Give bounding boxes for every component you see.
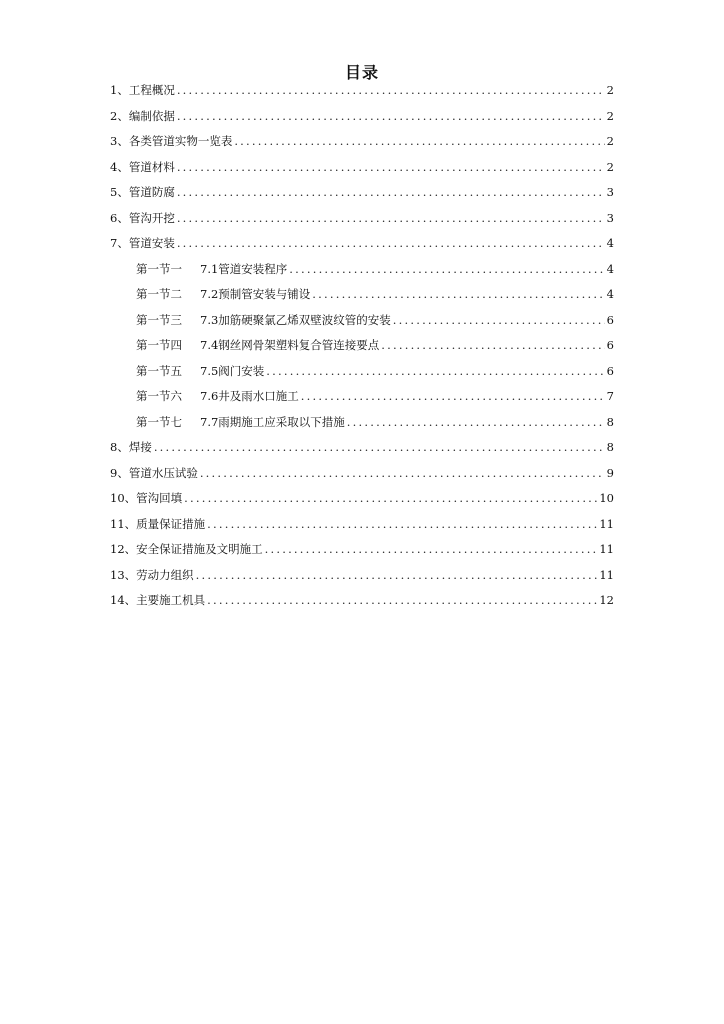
toc-dot-leader [301,384,605,410]
toc-entry-page: 11 [599,567,614,582]
toc-entry-page: 2 [606,159,614,174]
toc-entry-text: 7.2预制管安装与铺设 [200,287,311,301]
toc-subentry[interactable] [110,359,614,385]
toc-entry-text: 6、管沟开挖 [110,210,175,225]
toc-entry-page: 8 [606,440,614,454]
toc-entry[interactable] [110,435,614,461]
toc-entry-text: 7.1管道安装程序 [200,261,288,276]
toc-entry[interactable] [110,231,614,257]
toc-entry[interactable] [110,78,614,104]
toc-subentry[interactable] [110,257,614,283]
toc-entry[interactable] [110,206,614,232]
toc-dot-leader [177,206,605,232]
toc-entry-text: 10、管沟回填 [110,491,183,505]
toc-entry-page: 12 [599,593,614,607]
toc-dot-leader [154,435,605,461]
toc-entry-text: 7、管道安装 [110,236,175,250]
toc-dot-leader [289,257,604,283]
toc-entry[interactable] [110,486,614,512]
toc-subentry[interactable] [110,384,614,410]
toc-entry-page: 6 [606,312,614,327]
toc-entry-text: 7.3加筋硬聚氯乙烯双壁波纹管的安装 [200,312,391,327]
toc-dot-leader [196,563,598,589]
toc-entry-text: 3、各类管道实物一览表 [110,134,233,148]
toc-dot-leader [177,155,605,181]
toc-dot-leader [347,410,605,436]
toc-entry[interactable] [110,461,614,487]
toc-entry-page: 11 [599,542,614,556]
toc-section-label: 第一节二 [136,287,182,301]
toc-entry-page: 6 [606,338,614,352]
toc-dot-leader [266,359,604,385]
toc-entry-page: 2 [606,83,614,97]
toc-entry-page: 8 [606,414,614,429]
toc-entry[interactable] [110,155,614,181]
toc-entry-page: 2 [606,108,614,123]
toc-dot-leader [265,537,598,563]
toc-entry-page: 11 [599,516,614,531]
toc-section-label: 第一节三 [136,312,182,327]
toc-entry-page: 9 [606,465,614,480]
toc-entry[interactable] [110,588,614,614]
toc-entry[interactable] [110,104,614,130]
toc-title: 目录 [344,63,379,82]
toc-entry-text: 11、质量保证措施 [110,516,206,531]
toc-dot-leader [184,486,597,512]
toc-subentry[interactable] [110,308,614,334]
toc-dot-leader [177,231,605,257]
toc-entry[interactable] [110,129,614,155]
toc-section-label: 第一节一 [136,261,182,276]
table-of-contents [110,78,614,614]
toc-dot-leader [177,104,605,130]
toc-entry[interactable] [110,180,614,206]
toc-entry-text: 7.5阀门安装 [200,363,265,378]
toc-subentry[interactable] [110,333,614,359]
toc-section-label: 第一节六 [136,389,182,403]
toc-entry-page: 4 [606,236,614,250]
toc-entry[interactable] [110,537,614,563]
toc-entry[interactable] [110,563,614,589]
toc-entry-page: 6 [606,363,614,378]
toc-entry-text: 8、焊接 [110,440,152,454]
toc-entry-text: 1、工程概况 [110,83,175,97]
toc-entry-text: 9、管道水压试验 [110,465,198,480]
toc-dot-leader [381,333,604,359]
toc-dot-leader [200,461,605,487]
toc-entry-text: 7.6井及雨水口施工 [200,389,299,403]
toc-entry-text: 7.4钢丝网骨架塑料复合管连接要点 [200,338,380,352]
toc-entry-page: 2 [606,134,614,148]
toc-entry-page: 10 [599,491,614,505]
toc-subentry[interactable] [110,282,614,308]
toc-section-label: 第一节五 [136,363,182,378]
toc-dot-leader [312,282,604,308]
toc-entry-text: 13、劳动力组织 [110,567,194,582]
toc-entry-text: 2、编制依据 [110,108,175,123]
toc-entry[interactable] [110,512,614,538]
toc-entry-page: 3 [606,210,614,225]
toc-entry-text: 12、安全保证措施及文明施工 [110,542,263,556]
toc-dot-leader [177,78,605,104]
toc-entry-text: 4、管道材料 [110,159,175,174]
toc-entry-text: 5、管道防腐 [110,185,175,199]
toc-section-label: 第一节四 [136,338,182,352]
toc-dot-leader [207,588,597,614]
toc-entry-text: 14、主要施工机具 [110,593,206,607]
toc-dot-leader [207,512,597,538]
toc-entry-page: 4 [606,287,614,301]
toc-section-label: 第一节七 [136,414,182,429]
toc-entry-page: 4 [606,261,614,276]
toc-entry-text: 7.7雨期施工应采取以下措施 [200,414,345,429]
toc-subentry[interactable] [110,410,614,436]
toc-entry-page: 7 [606,389,614,403]
toc-dot-leader [177,180,605,206]
toc-entry-page: 3 [606,185,614,199]
toc-dot-leader [393,308,605,334]
toc-dot-leader [234,129,604,155]
